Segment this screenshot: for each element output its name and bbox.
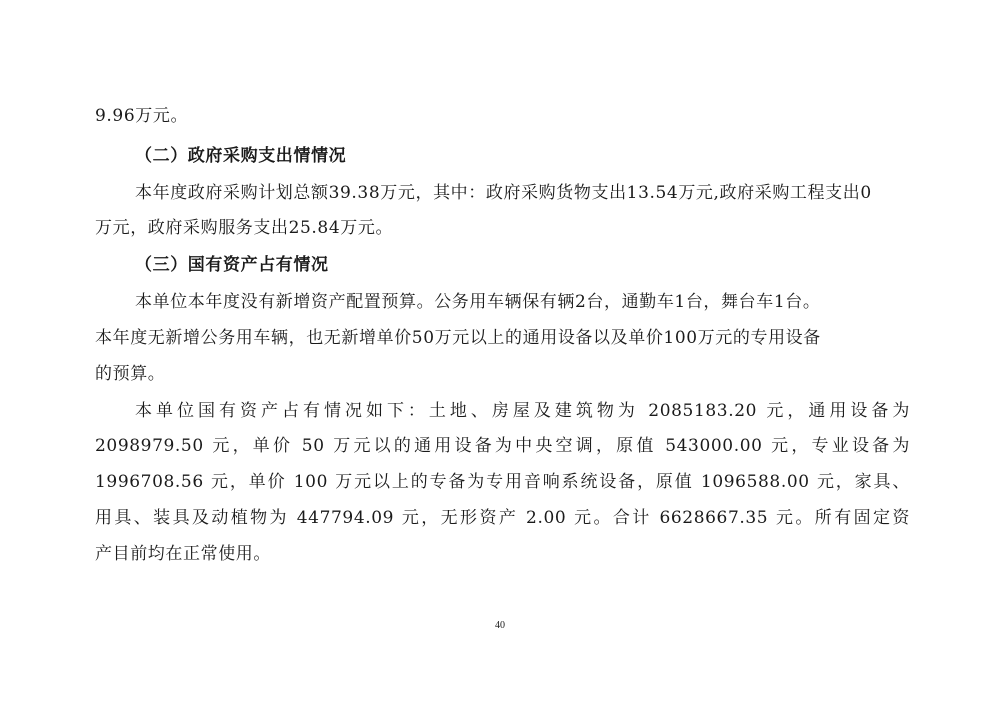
paragraph-line: 2098979.50 元，单价 50 万元以的通用设备为中央空调，原值 543000.00 元，专业设备为: [95, 436, 910, 456]
page-number: 40: [495, 620, 505, 631]
paragraph-line: 的预算。: [95, 364, 166, 384]
paragraph-line: 用具、装具及动植物为 447794.09 元，无形资产 2.00 元。合计 6628667.35 元。所有固定资: [95, 508, 910, 528]
paragraph-line: 产目前均在正常使用。: [95, 544, 271, 564]
paragraph-line: 1996708.56 元，单价 100 万元以上的专备为专用音响系统设备，原值 1096588.00 元，家具、: [95, 472, 910, 492]
paragraph-line: 本年度政府采购计划总额39.38万元，其中：政府采购货物支出13.54万元,政府采购工程支出0: [135, 183, 872, 203]
section-heading-government-procurement: （二）政府采购支出情情况: [135, 146, 347, 166]
paragraph-line: 9.96万元。: [95, 106, 189, 126]
paragraph-line: 本单位国有资产占有情况如下：土地、房屋及建筑物为 2085183.20 元，通用设备为: [135, 401, 910, 421]
section-heading-state-assets: （三）国有资产占有情况: [135, 255, 329, 275]
paragraph-line: 本年度无新增公务用车辆，也无新增单价50万元以上的通用设备以及单价100万元的专用设备: [95, 328, 821, 348]
paragraph-line: 万元，政府采购服务支出25.84万元。: [95, 218, 394, 238]
paragraph-line: 本单位本年度没有新增资产配置预算。公务用车辆保有辆2台，通勤车1台，舞台车1台。: [135, 292, 821, 312]
